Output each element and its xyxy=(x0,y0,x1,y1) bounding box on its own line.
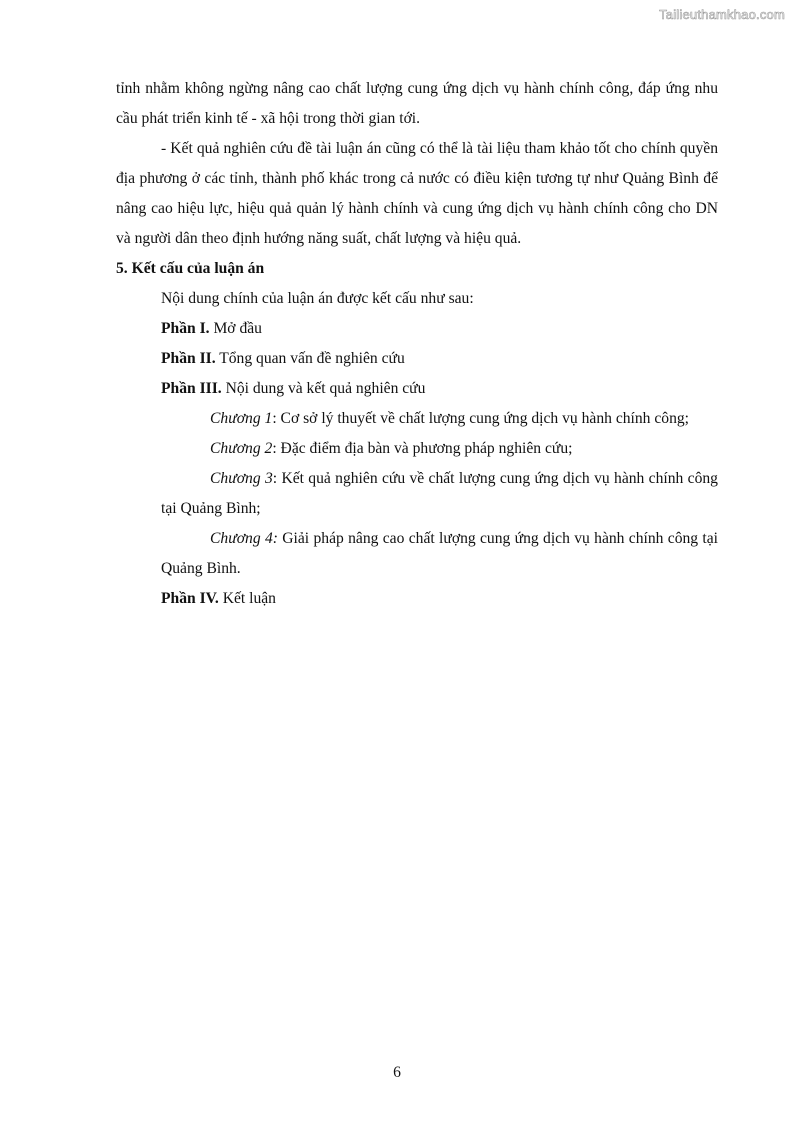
chapter-text: : Cơ sở lý thuyết về chất lượng cung ứng dịch vụ hành chính công; xyxy=(272,410,690,427)
part-label: Phần IV. xyxy=(161,590,219,607)
chapter-label: Chương 2 xyxy=(210,440,273,457)
paragraph-continuation: tỉnh nhằm không ngừng nâng cao chất lượng cung ứng dịch vụ hành chính công, đáp ứng nhu cầu phát triển kinh tế - xã hội trong thời gian tới. xyxy=(116,80,718,127)
part-item-2 xyxy=(116,344,718,374)
part-label: Phần III. xyxy=(161,380,222,397)
page-number: 6 xyxy=(393,1064,401,1081)
section-heading: 5. Kết cấu của luận án xyxy=(116,260,265,277)
chapter-text: : Đặc điểm địa bàn và phương pháp nghiên cứu; xyxy=(272,440,573,457)
part-item-1 xyxy=(116,314,718,344)
paragraph-research-value: - Kết quả nghiên cứu đề tài luận án cũng có thể là tài liệu tham khảo tốt cho chính quyền địa phương ở các tỉnh, thành phố khác trong cả nước có điều kiện tương tự như Quảng Bình để nâng cao hiệu lực, hiệu quả quản lý hành chính và cung ứng dịch vụ hành chính công cho DN và người dân theo định hướng năng suất, chất lượng và hiệu quả. xyxy=(116,140,718,247)
chapter-label: Chương 1 xyxy=(210,410,273,427)
chapter-item-1 xyxy=(116,404,718,434)
part-item-4 xyxy=(116,584,718,614)
chapter-item-2 xyxy=(116,434,718,464)
document-body xyxy=(116,74,718,614)
chapter-item-3 xyxy=(116,464,718,524)
part-item-3 xyxy=(116,374,718,404)
chapter-text: Giải pháp nâng cao chất lượng cung ứng dịch vụ hành chính công tại Quảng Bình. xyxy=(161,530,719,577)
chapter-label: Chương 3 xyxy=(210,470,273,487)
part-text: Kết luận xyxy=(218,590,276,607)
watermark-text: Tailieuthamkhao.com xyxy=(659,7,785,22)
part-text: Tổng quan vấn đề nghiên cứu xyxy=(215,350,405,367)
section-intro: Nội dung chính của luận án được kết cấu như sau: xyxy=(161,290,474,307)
part-text: Nội dung và kết quả nghiên cứu xyxy=(221,380,426,397)
part-label: Phần II. xyxy=(161,350,216,367)
chapter-label: Chương 4: xyxy=(210,530,278,547)
part-label: Phần I. xyxy=(161,320,210,337)
part-text: Mở đầu xyxy=(209,320,262,337)
chapter-item-4 xyxy=(116,524,718,584)
chapter-text: : Kết quả nghiên cứu về chất lượng cung ứng dịch vụ hành chính công tại Quảng Bình; xyxy=(161,470,718,517)
